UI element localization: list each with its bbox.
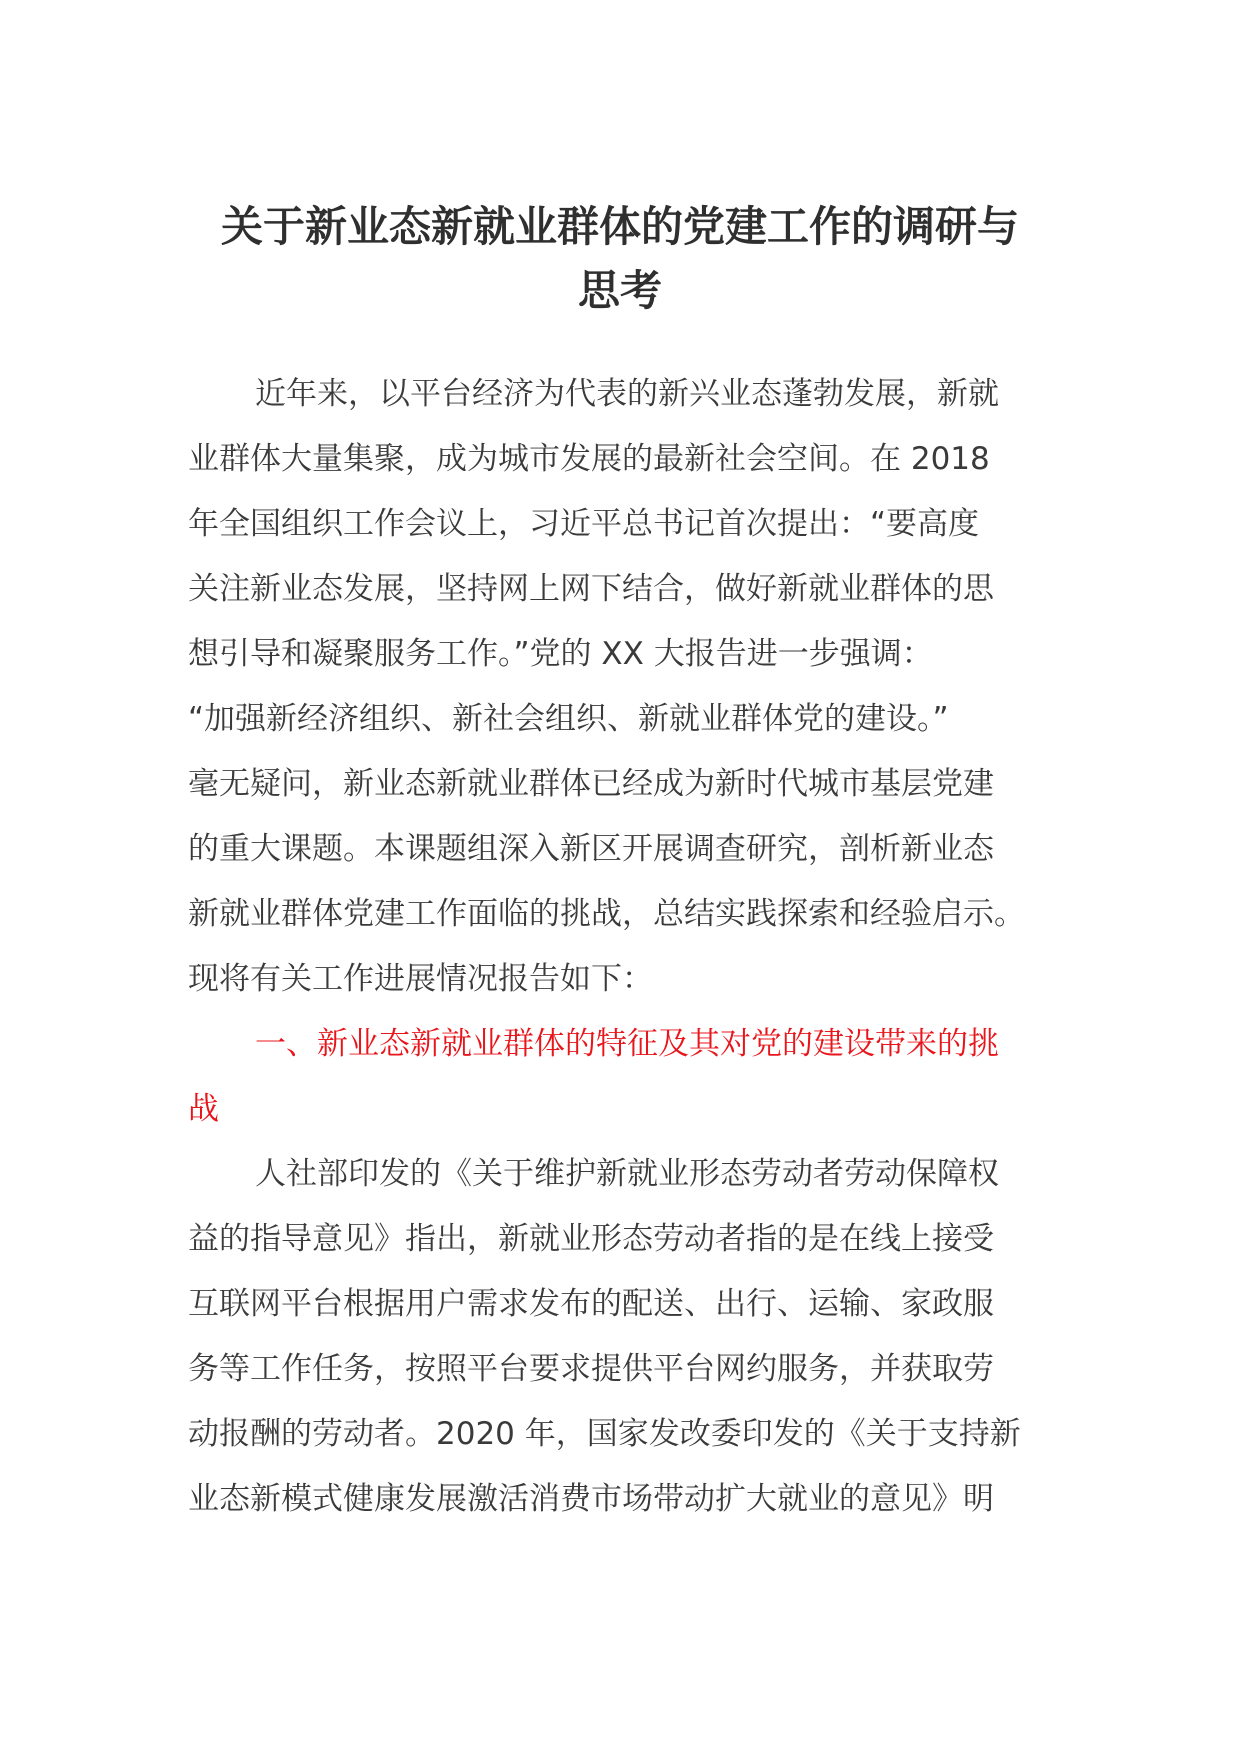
section-paragraph	[188, 1142, 1068, 1532]
heading-line: 一、新业态新就业群体的特征及其对党的建设带来的挑	[255, 1026, 999, 1062]
paragraph-line: 关注新业态发展，坚持网上网下结合，做好新就业群体的思	[188, 571, 994, 607]
paragraph-line: 益的指导意见》指出，新就业形态劳动者指的是在线上接受	[188, 1221, 994, 1257]
paragraph-line: 务等工作任务，按照平台要求提供平台网约服务，并获取劳	[188, 1351, 994, 1387]
section-heading	[188, 1012, 1068, 1142]
paragraph-line: 想引导和凝聚服务工作。”党的 XX 大报告进一步强调：	[188, 636, 933, 672]
document-title	[190, 195, 1050, 323]
document-body	[188, 362, 1068, 1532]
paragraph-line: 毫无疑问，新业态新就业群体已经成为新时代城市基层党建	[188, 766, 994, 802]
paragraph-line: 年全国组织工作会议上，习近平总书记首次提出：“要高度	[188, 506, 980, 542]
paragraph-line: 业群体大量集聚，成为城市发展的最新社会空间。在 2018	[188, 441, 990, 477]
paragraph-line: 现将有关工作进展情况报告如下：	[188, 961, 653, 997]
paragraph-line: 动报酬的劳动者。2020 年，国家发改委印发的《关于支持新	[188, 1416, 1021, 1452]
title-line: 思考	[577, 266, 662, 315]
paragraph-line: 互联网平台根据用户需求发布的配送、出行、运输、家政服	[188, 1286, 994, 1322]
paragraph-line: 的重大课题。本课题组深入新区开展调查研究，剖析新业态	[188, 831, 994, 867]
title-line: 关于新业态新就业群体的党建工作的调研与	[220, 202, 1019, 251]
paragraph-line: “加强新经济组织、新社会组织、新就业群体党的建设。”	[188, 701, 949, 737]
paragraph-line: 近年来，以平台经济为代表的新兴业态蓬勃发展，新就	[255, 376, 999, 412]
heading-line: 战	[188, 1091, 219, 1127]
intro-paragraph	[188, 362, 1068, 1012]
paragraph-line: 新就业群体党建工作面临的挑战，总结实践探索和经验启示。	[188, 896, 1025, 932]
paragraph-line: 业态新模式健康发展激活消费市场带动扩大就业的意见》明	[188, 1481, 994, 1517]
paragraph-line: 人社部印发的《关于维护新就业形态劳动者劳动保障权	[255, 1156, 999, 1192]
